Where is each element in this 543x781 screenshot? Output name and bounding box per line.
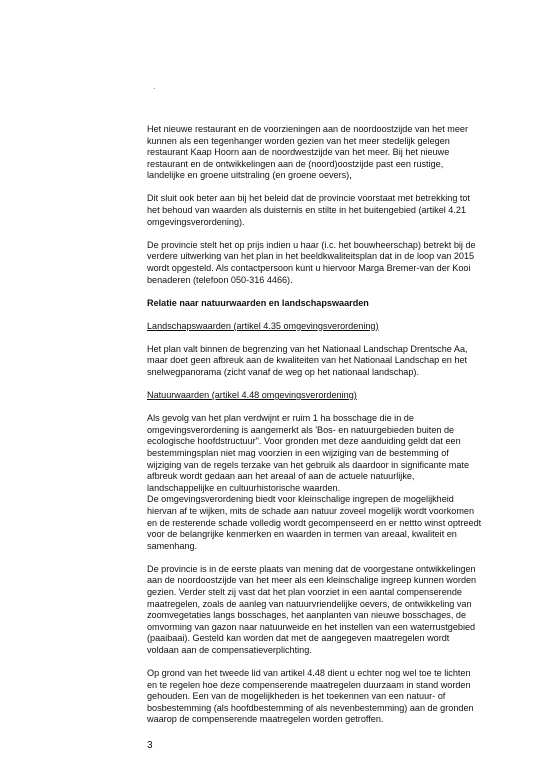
text-line: waarop de compenserende maatregelen worden getroffen. — [147, 714, 384, 725]
corner-mark: · — [153, 84, 156, 93]
text-line: en de resterende schade volledig wordt gecompenseerd en er nettto winst optreedt — [147, 517, 482, 528]
text-line: voor de belangrijke kenmerken en waarden in termen van areaal, kwaliteit en — [147, 529, 457, 540]
text-line: gehouden. Een van de mogelijkheden is het toekennen van een natuur- of — [147, 691, 446, 702]
natuur-subheading: Natuurwaarden (artikel 4.48 omgevingsverordening) — [147, 390, 357, 401]
document-body — [147, 124, 517, 738]
section-heading: Relatie naar natuurwaarden en landschapswaarden — [147, 297, 369, 308]
text-line: wijziging van de regels terzake van het gebruik als daardoor in significante mate — [147, 459, 469, 470]
text-line: omvorming van gazon naar natuurweide en het instellen van een waterrustgebied — [147, 621, 476, 632]
natuur-paragraph-2 — [147, 494, 517, 552]
text-line: Het plan valt binnen de begrenzing van het Nationaal Landschap Drentsche Aa, — [147, 343, 468, 354]
text-line: ecologische hoofdstructuur". Voor gronden met deze aanduiding geldt dat een — [147, 436, 461, 447]
natuur-paragraph-4 — [147, 668, 517, 726]
text-line: maar doet geen afbreuk aan de kwaliteiten van het Nationaal Landschap en het — [147, 355, 468, 366]
text-line: hiervan af te wijken, mits de schade aan natuur zoveel mogelijk wordt voorkomen — [147, 505, 475, 516]
text-line: en te regelen hoe deze compenserende maatregelen duurzaam in stand worden — [147, 679, 471, 690]
page-number: 3 — [147, 740, 153, 751]
landschap-subheading: Landschapswaarden (artikel 4.35 omgevingsverordening) — [147, 320, 379, 331]
natuur-paragraph-1 — [147, 413, 517, 494]
text-line: landschappelijke en cultuurhistorische waarden. — [147, 482, 341, 493]
text-line: samenhang. — [147, 540, 198, 551]
text-line: aan de noordoostzijde van het meer als een kleinschalige ingreep kunnen worden — [147, 575, 477, 586]
text-line: snelwegpanorama (zicht vanaf de weg op het nationaal landschap). — [147, 367, 419, 377]
text-line: maatregelen, zoals de aanleg van natuurvriendelijke oevers, de ontwikkeling van — [147, 598, 472, 609]
text-line: (paaibaai). Gesteld kan worden dat met de aangegeven maatregelen wordt — [147, 633, 450, 644]
text-line: restaurant en de ontwikkelingen aan de (noord)oostzijde past een rustige, — [147, 158, 444, 169]
text-line: kunnen als een tegenhanger worden gezien van het meer stedelijk gelegen — [147, 135, 450, 146]
text-line: zoomvegetaties langs bosschages, het aanplanten van nieuwe bosschages, de — [147, 610, 467, 621]
intro-paragraph-3 — [147, 240, 517, 286]
text-line: verdere uitwerking van het plan in het beeldkwaliteitsplan dat in de loop van 2015 — [147, 251, 475, 262]
text-line: Op grond van het tweede lid van artikel 4.48 dient u echter nog wel toe te lichten — [147, 668, 471, 679]
text-line: De provincie stelt het op prijs indien u haar (i.c. het bouwheerschap) betrekt bij de — [147, 239, 476, 250]
text-line: De omgevingsverordening biedt voor kleinschalige ingrepen de mogelijkheid — [147, 494, 454, 505]
text-line: bestemmingsplan niet mag voorzien in een wijziging van de bestemming of — [147, 447, 449, 458]
text-line: het behoud van waarden als duisternis en stilte in het buitengebied (artikel 4.21 — [147, 205, 466, 216]
text-line: Als gevolg van het plan verdwijnt er ruim 1 ha bosschage die in de — [147, 413, 414, 424]
text-line: omgevingsverordening). — [147, 216, 245, 227]
text-line: bosbestemming (als hoofdbestemming of als nevenbestemming) aan de gronden — [147, 702, 474, 713]
text-line: omgevingsverordening is aangemerkt als 'Bos- en natuurgebieden buiten de — [147, 424, 455, 435]
intro-paragraph-2 — [147, 193, 517, 228]
text-line: Het nieuwe restaurant en de voorzieningen aan de noordoostzijde van het meer — [147, 124, 469, 134]
text-line: afbreuk wordt gedaan aan het areaal of aan de actuele natuurlijke, — [147, 471, 415, 482]
text-line: landelijke en groene uitstraling (en groene oevers), — [147, 170, 352, 181]
landschap-paragraph — [147, 344, 517, 379]
natuur-paragraph-3 — [147, 564, 517, 657]
text-line: benaderen (telefoon 050-316 4466). — [147, 274, 293, 285]
text-line: voldaan aan de compensatieverplichting. — [147, 644, 312, 655]
text-line: gezien. Verder stelt zij vast dat het plan voorziet in een aantal compenserende — [147, 587, 462, 597]
text-line: restaurant Kaap Hoorn aan de noordwestzijde van het meer. Bij het nieuwe — [147, 147, 450, 158]
intro-paragraph-1 — [147, 124, 517, 182]
text-line: De provincie is in de eerste plaats van mening dat de voorgestane ontwikkelingen — [147, 563, 476, 574]
text-line: Dit sluit ook beter aan bij het beleid dat de provincie voorstaat met betrekking tot — [147, 193, 471, 204]
text-line: wordt opgesteld. Als contactpersoon kunt u hiervoor Marga Bremer-van der Kooi — [147, 262, 471, 273]
